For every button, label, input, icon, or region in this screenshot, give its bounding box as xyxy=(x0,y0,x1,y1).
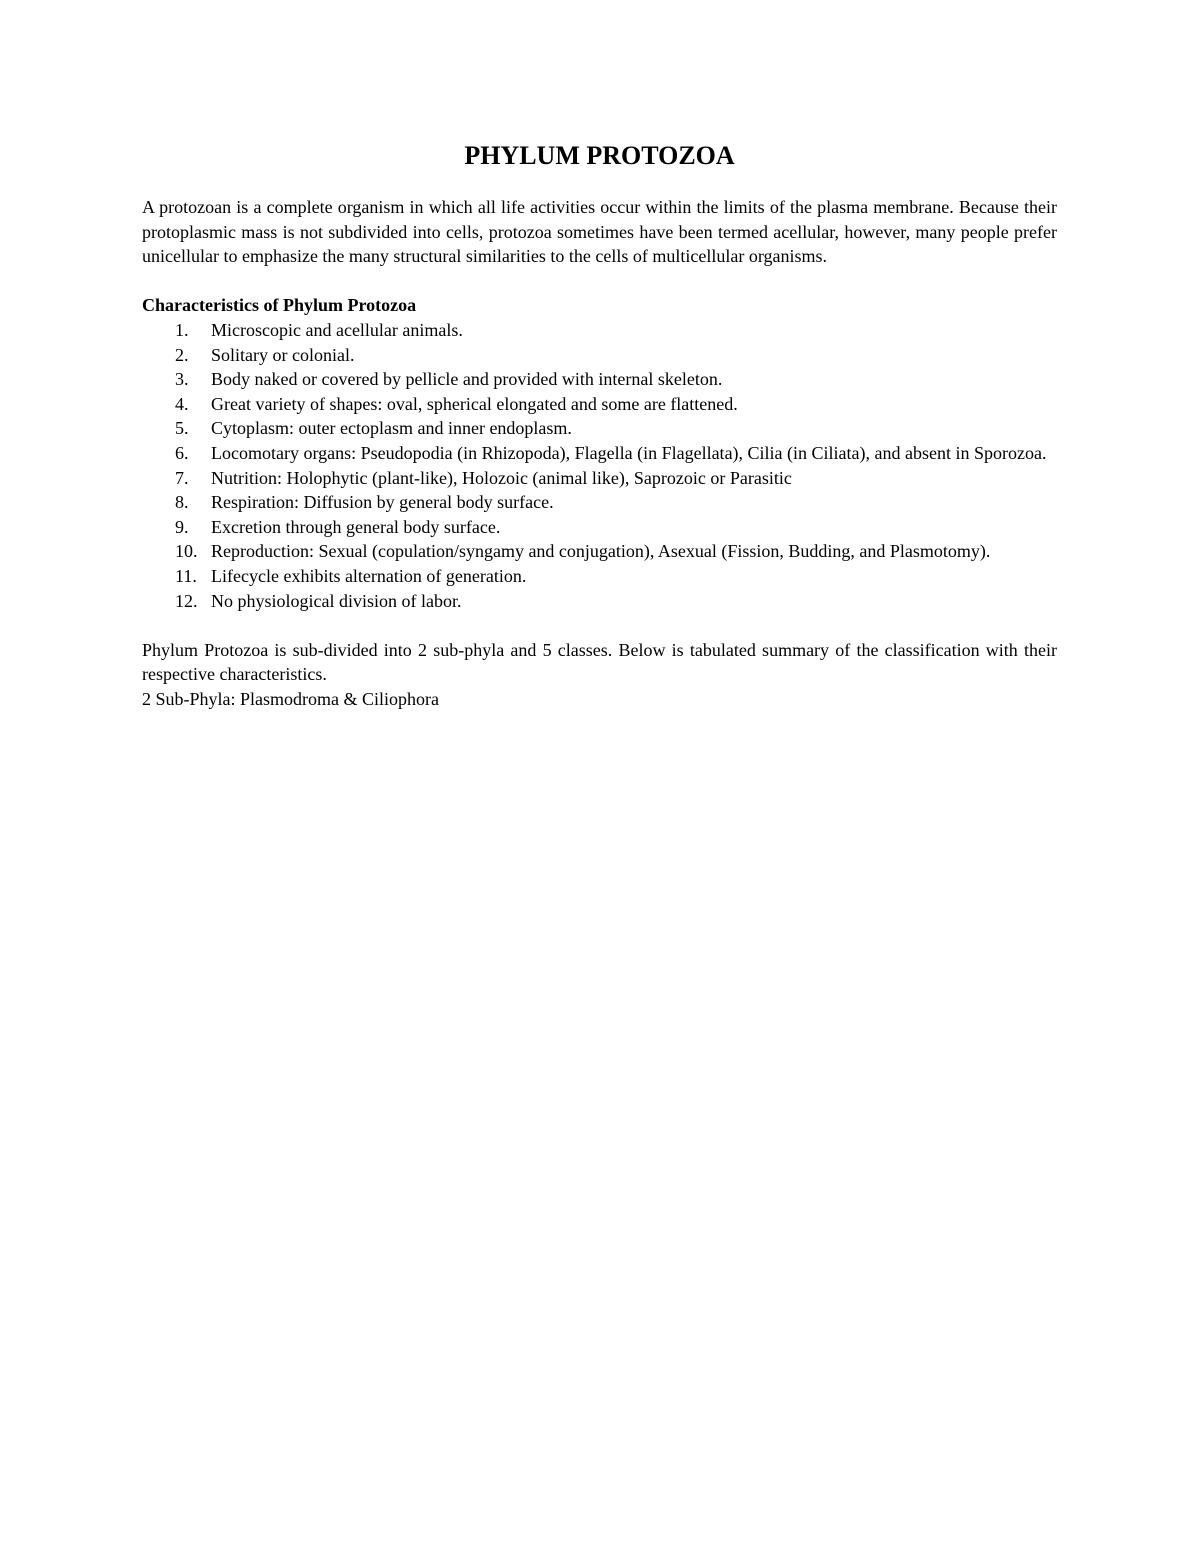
list-item xyxy=(142,466,1057,491)
list-item xyxy=(142,564,1057,589)
list-item-number: 2. xyxy=(175,344,189,365)
list-item-number: 11. xyxy=(175,565,197,586)
spacer xyxy=(142,613,1057,638)
list-item-text: Excretion through general body surface. xyxy=(211,516,501,537)
list-item xyxy=(142,392,1057,417)
list-item xyxy=(142,589,1057,614)
list-item xyxy=(142,539,1057,564)
list-item xyxy=(142,318,1057,343)
list-item-text: Lifecycle exhibits alternation of generation. xyxy=(211,565,527,586)
list-item-number: 12. xyxy=(175,590,198,611)
list-item-text: Microscopic and acellular animals. xyxy=(211,319,463,340)
list-item-text: Cytoplasm: outer ectoplasm and inner endoplasm. xyxy=(211,418,572,439)
list-item-number: 4. xyxy=(175,393,189,414)
list-item-number: 10. xyxy=(175,541,198,562)
document-page xyxy=(142,138,1057,711)
characteristics-heading: Characteristics of Phylum Protozoa xyxy=(142,295,417,316)
summary-paragraph: Phylum Protozoa is sub-divided into 2 sub-phyla and 5 classes. Below is tabulated summary of the classification with their respective characteristics. xyxy=(142,639,1057,685)
list-item xyxy=(142,515,1057,540)
list-item xyxy=(142,343,1057,368)
list-item-text: Nutrition: Holophytic (plant-like), Holozoic (animal like), Saprozoic or Parasitic xyxy=(211,467,792,488)
list-item-text: Respiration: Diffusion by general body surface. xyxy=(211,492,554,513)
list-item xyxy=(142,367,1057,392)
list-item-number: 8. xyxy=(175,492,189,513)
list-item-number: 7. xyxy=(175,467,189,488)
list-item xyxy=(142,490,1057,515)
list-item-text: No physiological division of labor. xyxy=(211,590,462,611)
list-item xyxy=(142,441,1057,466)
list-item-number: 5. xyxy=(175,418,189,439)
subphyla-line: 2 Sub-Phyla: Plasmodroma & Ciliophora xyxy=(142,688,439,709)
list-item-text: Great variety of shapes: oval, spherical elongated and some are flattened. xyxy=(211,393,738,414)
list-item-text: Solitary or colonial. xyxy=(211,344,355,365)
characteristics-list xyxy=(142,318,1057,613)
list-item-number: 3. xyxy=(175,369,189,390)
list-item-number: 9. xyxy=(175,516,189,537)
spacer xyxy=(142,269,1057,294)
list-item-text: Reproduction: Sexual (copulation/syngamy and conjugation), Asexual (Fission, Budding, and Plasmotomy). xyxy=(211,541,991,562)
intro-paragraph: A protozoan is a complete organism in which all life activities occur within the limits of the plasma membrane. Because their protoplasmic mass is not subdivided into cells, protozoa sometimes have been termed acellular, however, many people prefer unicellular to emphasize the many structural similarities to the cells of multicellular organisms. xyxy=(142,197,1057,267)
page-title: PHYLUM PROTOZOA xyxy=(464,141,735,170)
list-item-text: Body naked or covered by pellicle and provided with internal skeleton. xyxy=(211,369,723,390)
list-item xyxy=(142,416,1057,441)
list-item-number: 1. xyxy=(175,319,189,340)
list-item-text: Locomotary organs: Pseudopodia (in Rhizopoda), Flagella (in Flagellata), Cilia (in Ciliata), and absent in Sporozoa. xyxy=(211,442,1047,463)
list-item-number: 6. xyxy=(175,442,189,463)
